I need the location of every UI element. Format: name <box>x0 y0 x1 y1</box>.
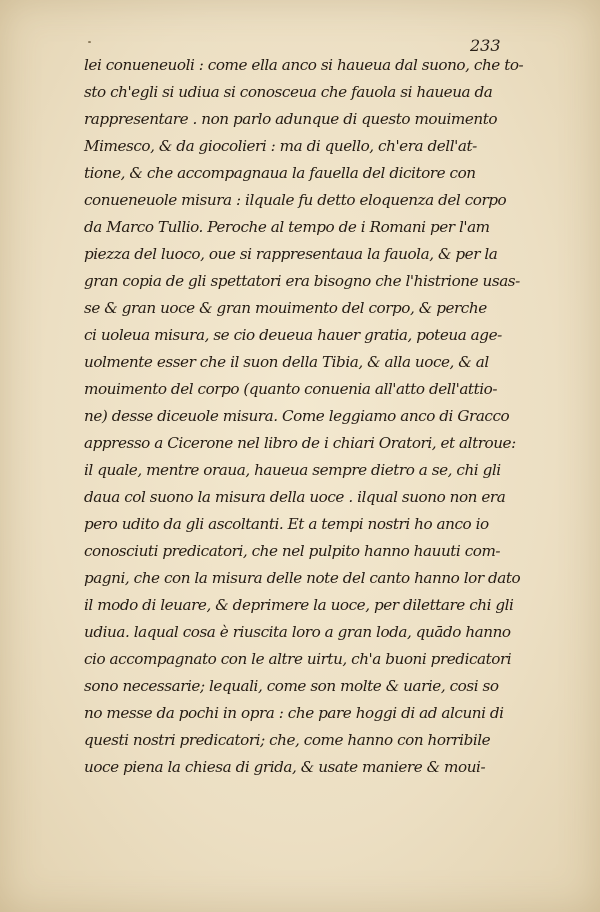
text-line: appresso a Cicerone nel libro de i chiari Oratori, et altroue: <box>84 434 516 452</box>
page-number: 233 <box>470 36 501 55</box>
text-line: ne) desse diceuole misura. Come leggiamo anco di Gracco <box>84 407 510 425</box>
text-line: cio accompagnato con le altre uirtu, ch'a buoni predicatori <box>84 650 512 668</box>
text-line: il quale, mentre oraua, haueua sempre dietro a se, chi gli <box>84 461 501 479</box>
text-line: conueneuole misura : ilquale fu detto eloquenza del corpo <box>84 191 507 209</box>
text-line: pero udito da gli ascoltanti. Et a tempi nostri ho anco io <box>84 515 489 533</box>
text-line: mouimento del corpo (quanto conuenia all'atto dell'attio- <box>84 380 498 398</box>
text-line: da Marco Tullio. Peroche al tempo de i Romani per l'am <box>84 218 490 236</box>
text-line: piezza del luoco, oue si rappresentaua la fauola, & per la <box>84 245 498 263</box>
text-line: sono necessarie; lequali, come son molte & uarie, cosi so <box>84 677 499 695</box>
body-text <box>84 52 534 781</box>
text-line: lei conueneuoli : come ella anco si haueua dal suono, che to- <box>84 56 524 74</box>
text-line: uoce piena la chiesa di grida, & usate maniere & moui- <box>84 758 486 776</box>
text-line: questi nostri predicatori; che, come hanno con horribile <box>84 731 491 749</box>
text-line: conosciuti predicatori, che nel pulpito hanno hauuti com- <box>84 542 501 560</box>
ink-speck <box>88 41 91 43</box>
text-line: rappresentare . non parlo adunque di questo mouimento <box>84 110 498 128</box>
text-line: pagni, che con la misura delle note del canto hanno lor dato <box>84 569 521 587</box>
text-line: daua col suono la misura della uoce . ilqual suono non era <box>84 488 506 506</box>
text-line: udiua. laqual cosa è riuscita loro a gran loda, quādo hanno <box>84 623 511 641</box>
text-line: ci uoleua misura, se cio deueua hauer gratia, poteua age- <box>84 326 502 344</box>
text-line: Mimesco, & da giocolieri : ma di quello, ch'era dell'at- <box>84 137 477 155</box>
text-line: sto ch'egli si udiua si conosceua che fauola si haueua da <box>84 83 493 101</box>
text-line: no messe da pochi in opra : che pare hoggi di ad alcuni di <box>84 704 504 722</box>
text-line: il modo di leuare, & deprimere la uoce, per dilettare chi gli <box>84 596 514 614</box>
text-line: tione, & che accompagnaua la fauella del dicitore con <box>84 164 476 182</box>
text-line: uolmente esser che il suon della Tibia, & alla uoce, & al <box>84 353 489 371</box>
text-line: gran copia de gli spettatori era bisogno che l'histrione usas- <box>84 272 520 290</box>
text-line: se & gran uoce & gran mouimento del corpo, & perche <box>84 299 487 317</box>
